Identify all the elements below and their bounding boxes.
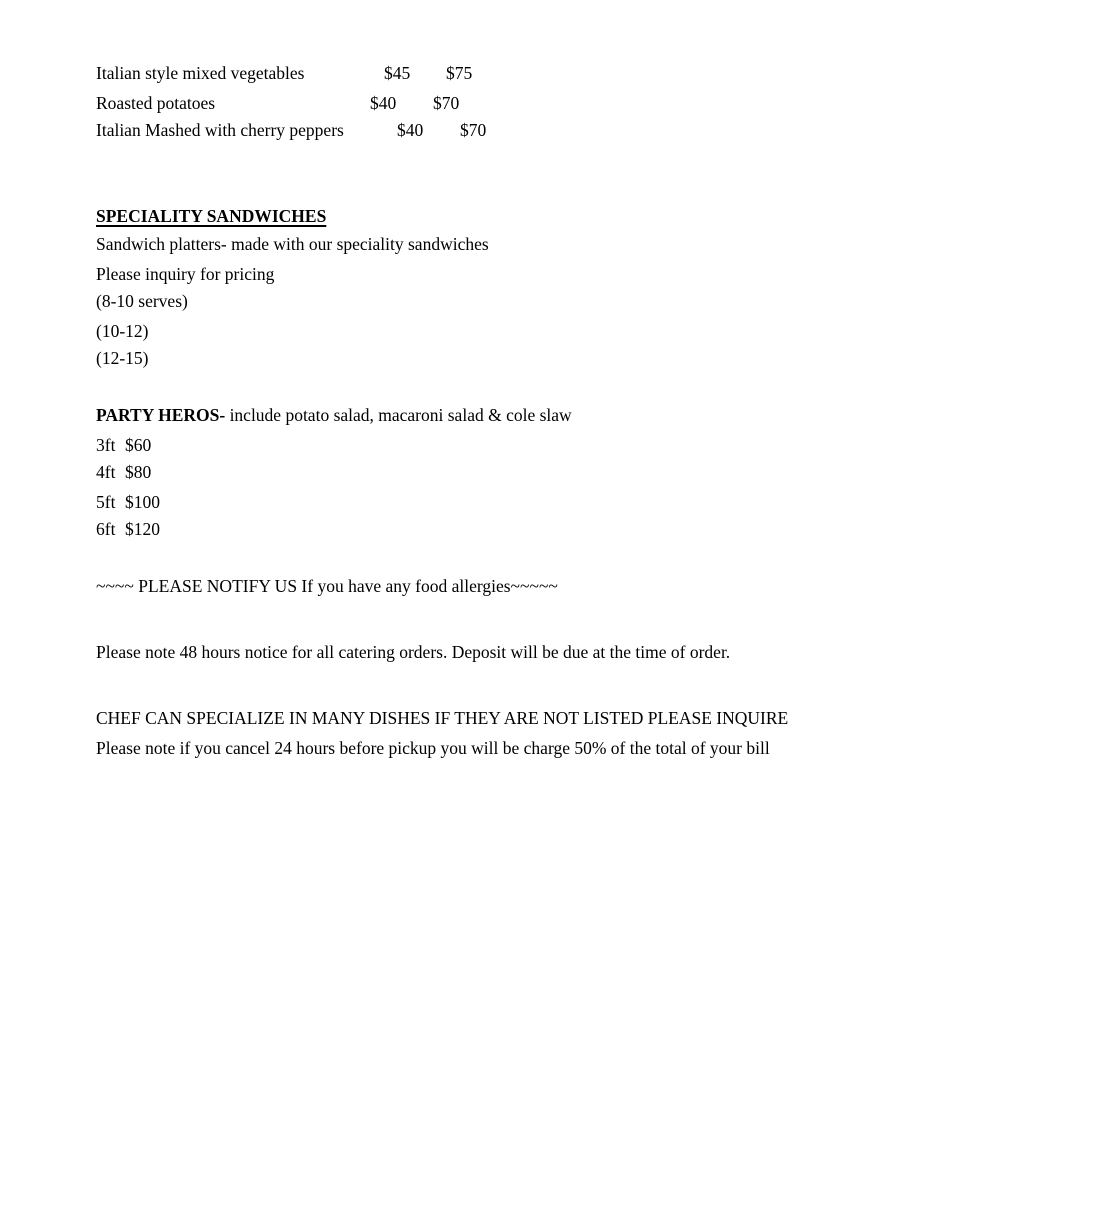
side-item-price-full: $70 [433, 93, 460, 113]
sandwich-size-option: (12-15) [96, 348, 149, 368]
chef-notice: CHEF CAN SPECIALIZE IN MANY DISHES IF THEY ARE NOT LISTED PLEASE INQUIRE [96, 708, 789, 728]
heros-description: include potato salad, macaroni salad & cole slaw [225, 405, 572, 425]
cancellation-notice: Please note if you cancel 24 hours before pickup you will be charge 50% of the total of your bill [96, 738, 770, 758]
sandwich-size-option: (10-12) [96, 321, 149, 341]
side-item-price-half: $40 [397, 120, 424, 140]
side-item-price-half: $40 [370, 93, 397, 113]
hero-size: 5ft [96, 492, 116, 512]
side-item-name: Roasted potatoes [96, 93, 216, 113]
hero-price: $120 [125, 519, 160, 539]
sandwiches-pricing-note: Please inquiry for pricing [96, 264, 275, 284]
side-item-price-full: $75 [446, 63, 473, 83]
sandwiches-description: Sandwich platters- made with our speciality sandwiches [96, 234, 489, 254]
side-item-price-half: $45 [384, 63, 411, 83]
sandwich-size-option: (8-10 serves) [96, 291, 188, 311]
side-item-name: Italian Mashed with cherry peppers [96, 120, 344, 140]
allergy-notice: ~~~~ PLEASE NOTIFY US If you have any food allergies~~~~~ [96, 576, 558, 596]
hero-size: 4ft [96, 462, 116, 482]
hero-price: $80 [125, 462, 152, 482]
order-notice: Please note 48 hours notice for all catering orders. Deposit will be due at the time of order. [96, 642, 731, 662]
side-item-name: Italian style mixed vegetables [96, 63, 305, 83]
hero-price: $60 [125, 435, 152, 455]
heros-heading-line [96, 404, 572, 426]
hero-size: 6ft [96, 519, 116, 539]
hero-price: $100 [125, 492, 160, 512]
hero-size: 3ft [96, 435, 116, 455]
side-item-price-full: $70 [460, 120, 487, 140]
sandwiches-heading: SPECIALITY SANDWICHES [96, 206, 327, 226]
heros-title: PARTY HEROS- [96, 405, 226, 425]
